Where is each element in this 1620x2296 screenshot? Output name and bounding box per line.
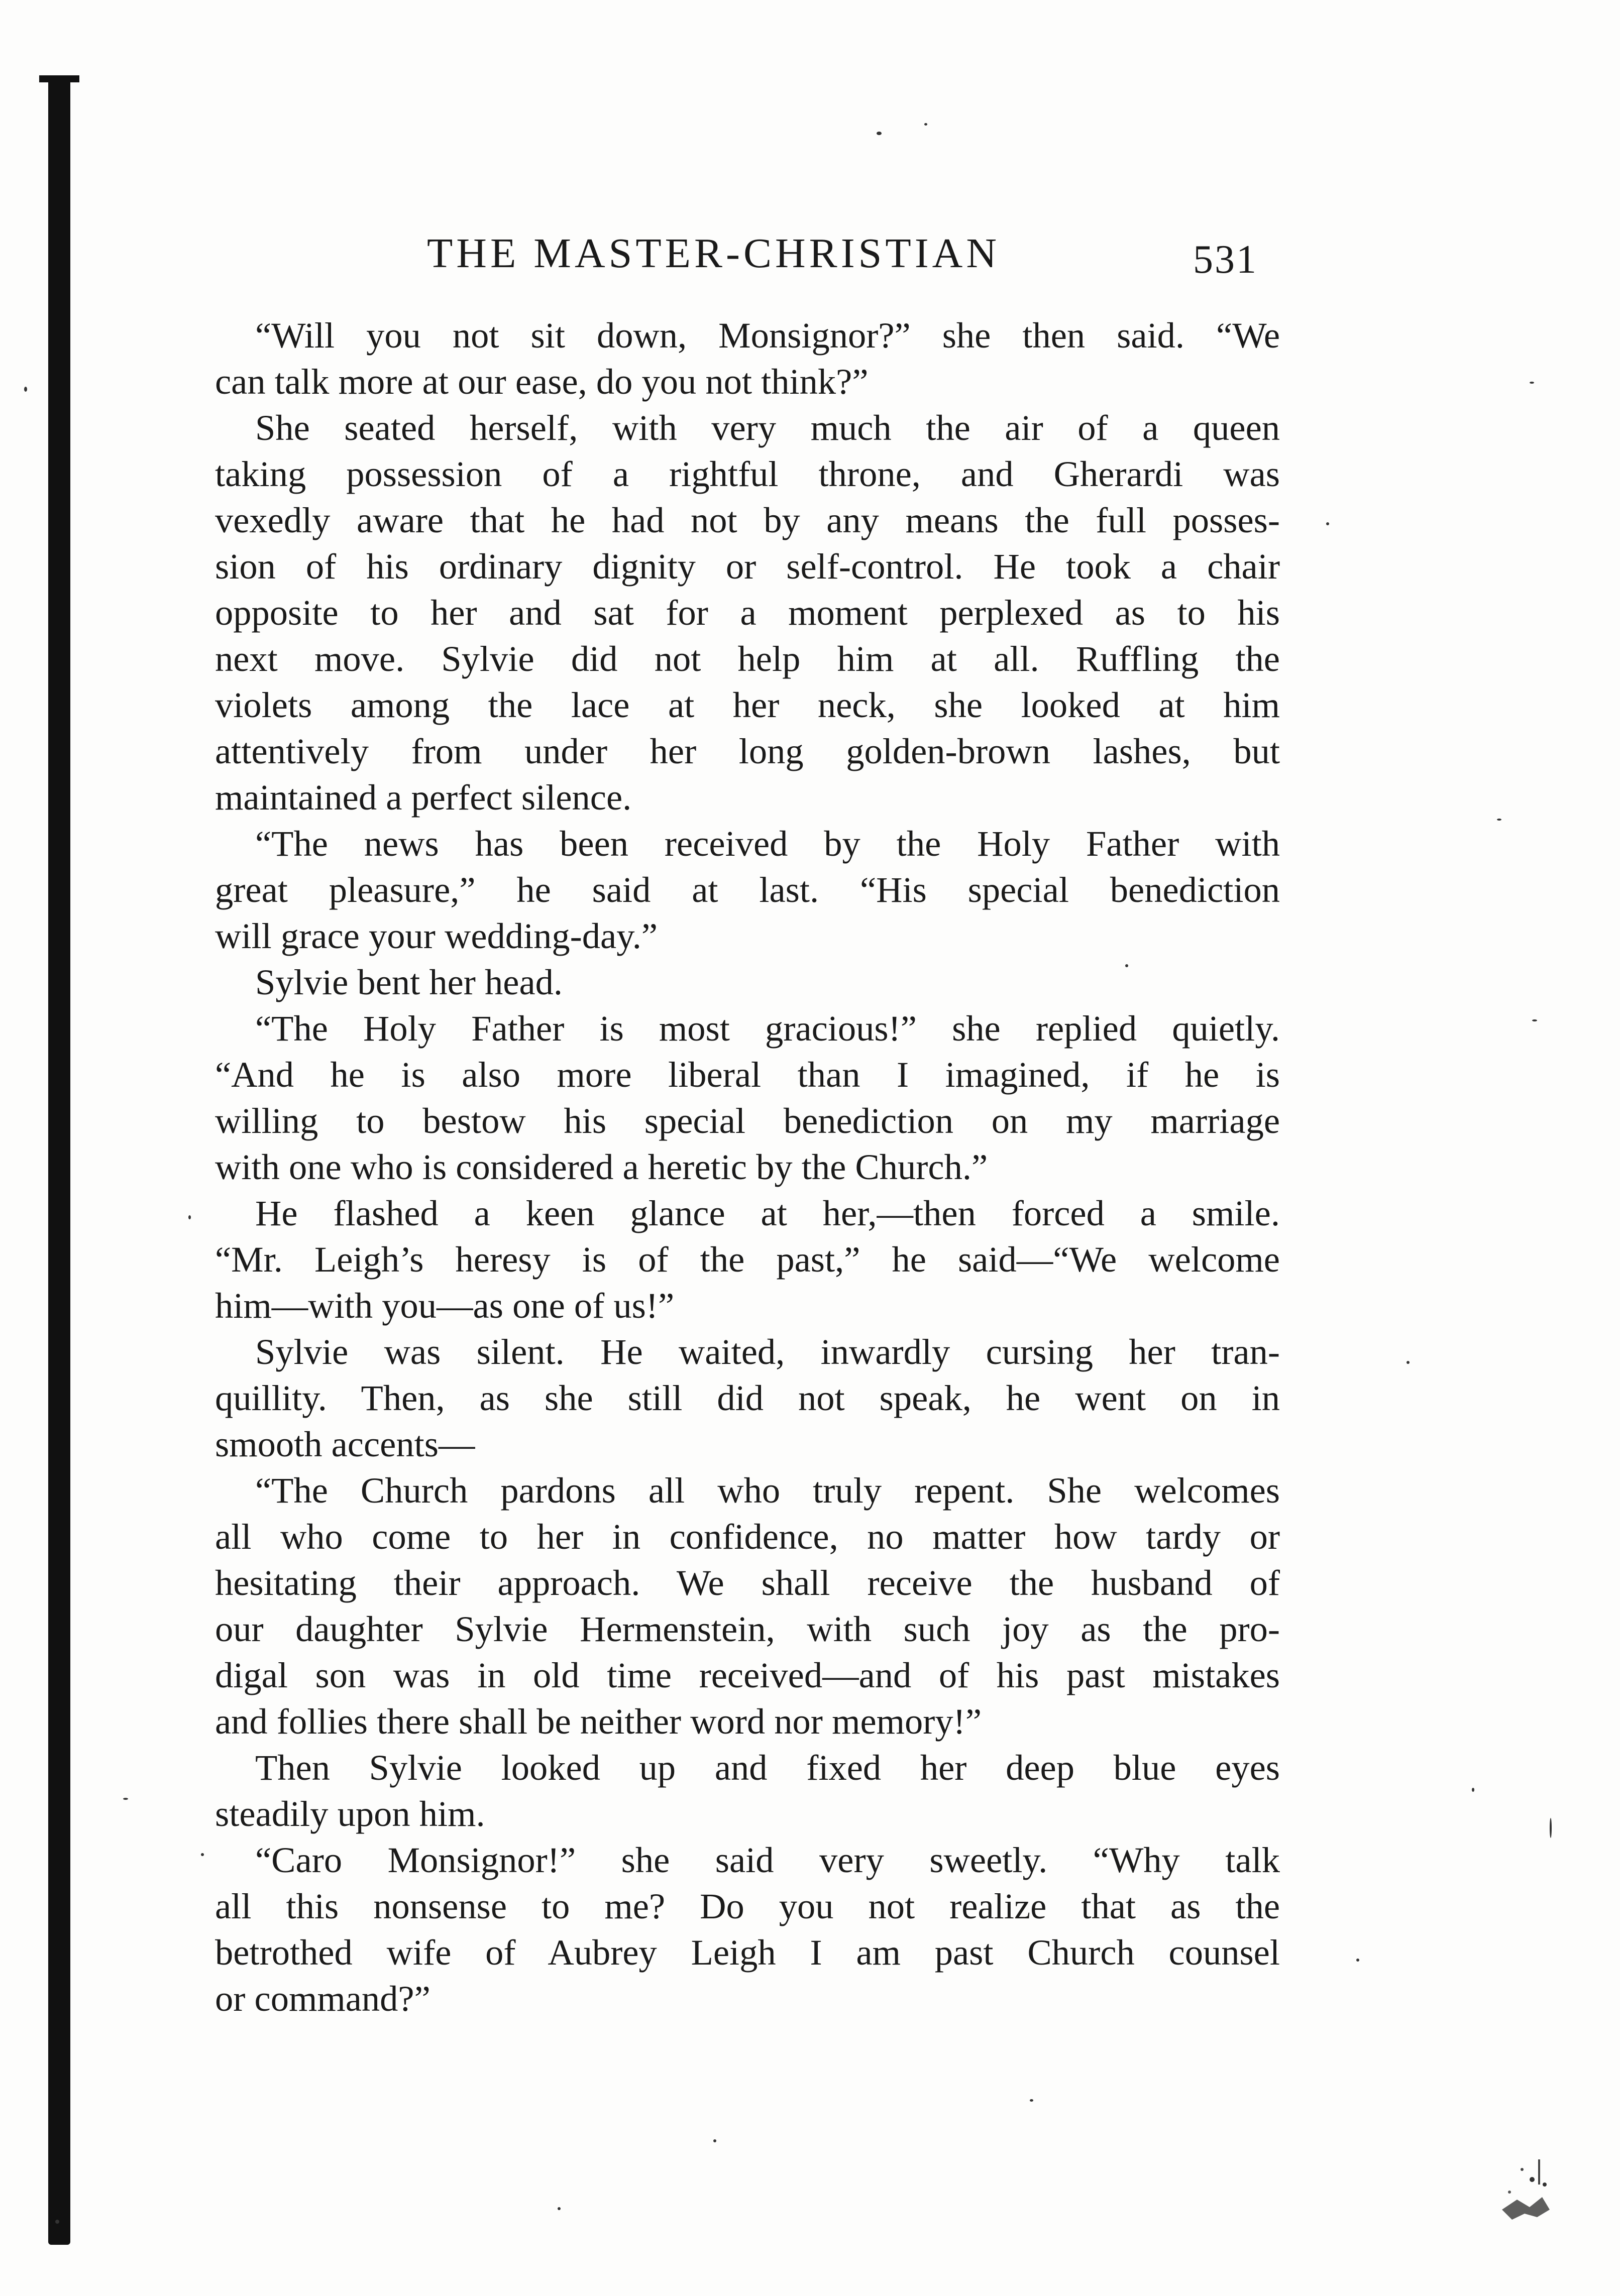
- text-line: “The Church pardons all who truly repent. She welcomes: [255, 1470, 1280, 1511]
- binding-edge-shadow: [48, 75, 70, 2245]
- scan-speck: [877, 132, 882, 135]
- scan-speck: [201, 1853, 204, 1856]
- text-line: vexedly aware that he had not by any means the full posses-: [215, 500, 1280, 540]
- text-line: He flashed a keen glance at her,—then forced a smile.: [255, 1193, 1280, 1233]
- text-line: “Will you not sit down, Monsignor?” she then said. “We: [255, 315, 1280, 356]
- scan-speck: [1472, 1788, 1474, 1792]
- scan-speck: [1326, 522, 1329, 525]
- text-line: quillity. Then, as she still did not speak, he went on in: [215, 1377, 1280, 1418]
- text-line: our daughter Sylvie Hermenstein, with such joy as the pro-: [215, 1609, 1280, 1649]
- text-line: attentively from under her long golden-brown lashes, but: [215, 731, 1280, 771]
- text-line: all who come to her in confidence, no matter how tardy or: [215, 1516, 1280, 1557]
- text-line: all this nonsense to me? Do you not realize that as the: [215, 1886, 1280, 1926]
- text-line: maintained a perfect silence.: [215, 777, 632, 818]
- scan-speck: [123, 1798, 128, 1800]
- scan-speck: [188, 1215, 191, 1219]
- text-line: opposite to her and sat for a moment perplexed as to his: [215, 592, 1280, 633]
- text-line: “The Holy Father is most gracious!” she replied quietly.: [255, 1008, 1280, 1049]
- scan-speck: [1550, 1818, 1552, 1838]
- text-line: willing to bestow his special benediction on my marriage: [215, 1100, 1280, 1141]
- text-line: “The news has been received by the Holy Father with: [255, 823, 1280, 864]
- text-line: “And he is also more liberal than I imagined, if he is: [215, 1054, 1280, 1095]
- text-line: hesitating their approach. We shall receive the husband of: [215, 1562, 1280, 1603]
- text-line: can talk more at our ease, do you not think?”: [215, 361, 869, 402]
- scan-speck: [1530, 382, 1534, 384]
- scan-speck: [1407, 1361, 1410, 1364]
- scan-speck: [1125, 964, 1128, 967]
- text-line: sion of his ordinary dignity or self-control. He took a chair: [215, 546, 1280, 587]
- text-line: with one who is considered a heretic by the Church.”: [215, 1146, 988, 1187]
- scan-speck: [55, 2220, 59, 2224]
- scan-speck: [1030, 2099, 1033, 2102]
- text-line: Then Sylvie looked up and fixed her deep blue eyes: [255, 1747, 1280, 1788]
- text-line: him—with you—as one of us!”: [215, 1285, 675, 1326]
- text-line: steadily upon him.: [215, 1793, 485, 1834]
- scan-speck: [1532, 1019, 1537, 1021]
- text-line: Sylvie was silent. He waited, inwardly cursing her tran-: [255, 1331, 1280, 1372]
- text-line: betrothed wife of Aubrey Leigh I am past Church counsel: [215, 1932, 1280, 1973]
- text-line: Sylvie bent her head.: [255, 962, 563, 1002]
- scan-speck: [924, 123, 927, 126]
- scan-speck: [558, 2207, 561, 2210]
- corner-blemish: [1482, 2149, 1557, 2235]
- text-line: “Caro Monsignor!” she said very sweetly. “Why talk: [255, 1840, 1280, 1880]
- text-line: next move. Sylvie did not help him at all. Ruffling the: [215, 638, 1280, 679]
- body-text: [215, 312, 1280, 2022]
- text-line: violets among the lace at her neck, she looked at him: [215, 684, 1280, 725]
- running-title: THE MASTER-CHRISTIAN: [427, 230, 1000, 277]
- text-line: and follies there shall be neither word nor memory!”: [215, 1701, 982, 1742]
- text-line: She seated herself, with very much the air of a queen: [255, 407, 1280, 448]
- scan-speck: [24, 387, 27, 392]
- text-line: smooth accents—: [215, 1424, 475, 1464]
- page-number: 531: [1193, 238, 1258, 282]
- scan-speck: [1497, 819, 1501, 821]
- scan-speck: [713, 2139, 716, 2142]
- text-line: great pleasure,” he said at last. “His special benediction: [215, 869, 1280, 910]
- text-line: digal son was in old time received—and of his past mistakes: [215, 1655, 1280, 1695]
- text-line: “Mr. Leigh’s heresy is of the past,” he said—“We welcome: [215, 1239, 1280, 1280]
- text-line: or command?”: [215, 1978, 430, 2019]
- text-line: will grace your wedding-day.”: [215, 915, 658, 956]
- page-header: [427, 228, 1281, 289]
- text-line: taking possession of a rightful throne, and Gherardi was: [215, 453, 1280, 494]
- scan-speck: [1356, 1959, 1359, 1962]
